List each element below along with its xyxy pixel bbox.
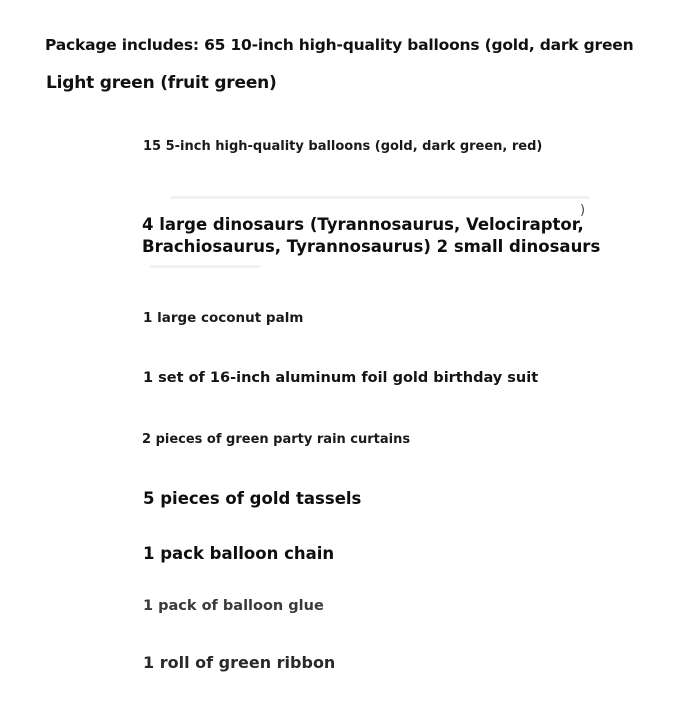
package-item-rain-curtains: 2 pieces of green party rain curtains bbox=[142, 432, 411, 447]
package-header-line-2: Light green (fruit green) bbox=[46, 73, 277, 93]
package-item-birthday-suit: 1 set of 16-inch aluminum foil gold birthday suit bbox=[143, 370, 539, 386]
faint-smudge bbox=[170, 196, 590, 199]
stray-parenthesis-mark: ) bbox=[580, 203, 586, 218]
package-item-coconut-palm: 1 large coconut palm bbox=[143, 310, 304, 326]
package-item-gold-tassels: 5 pieces of gold tassels bbox=[143, 489, 362, 508]
faint-smudge bbox=[150, 265, 260, 268]
package-item-small-balloons: 15 5-inch high-quality balloons (gold, dark green, red) bbox=[143, 139, 543, 154]
package-item-green-ribbon: 1 roll of green ribbon bbox=[143, 653, 336, 672]
package-header-line-1: Package includes: 65 10-inch high-quality balloons (gold, dark green bbox=[45, 36, 634, 54]
package-item-dinosaurs: 4 large dinosaurs (Tyrannosaurus, Velociraptor, Brachiosaurus, Tyrannosaurus) 2 small dinosaurs bbox=[142, 215, 601, 256]
package-item-balloon-chain: 1 pack balloon chain bbox=[143, 544, 335, 563]
package-item-balloon-glue: 1 pack of balloon glue bbox=[143, 598, 324, 614]
